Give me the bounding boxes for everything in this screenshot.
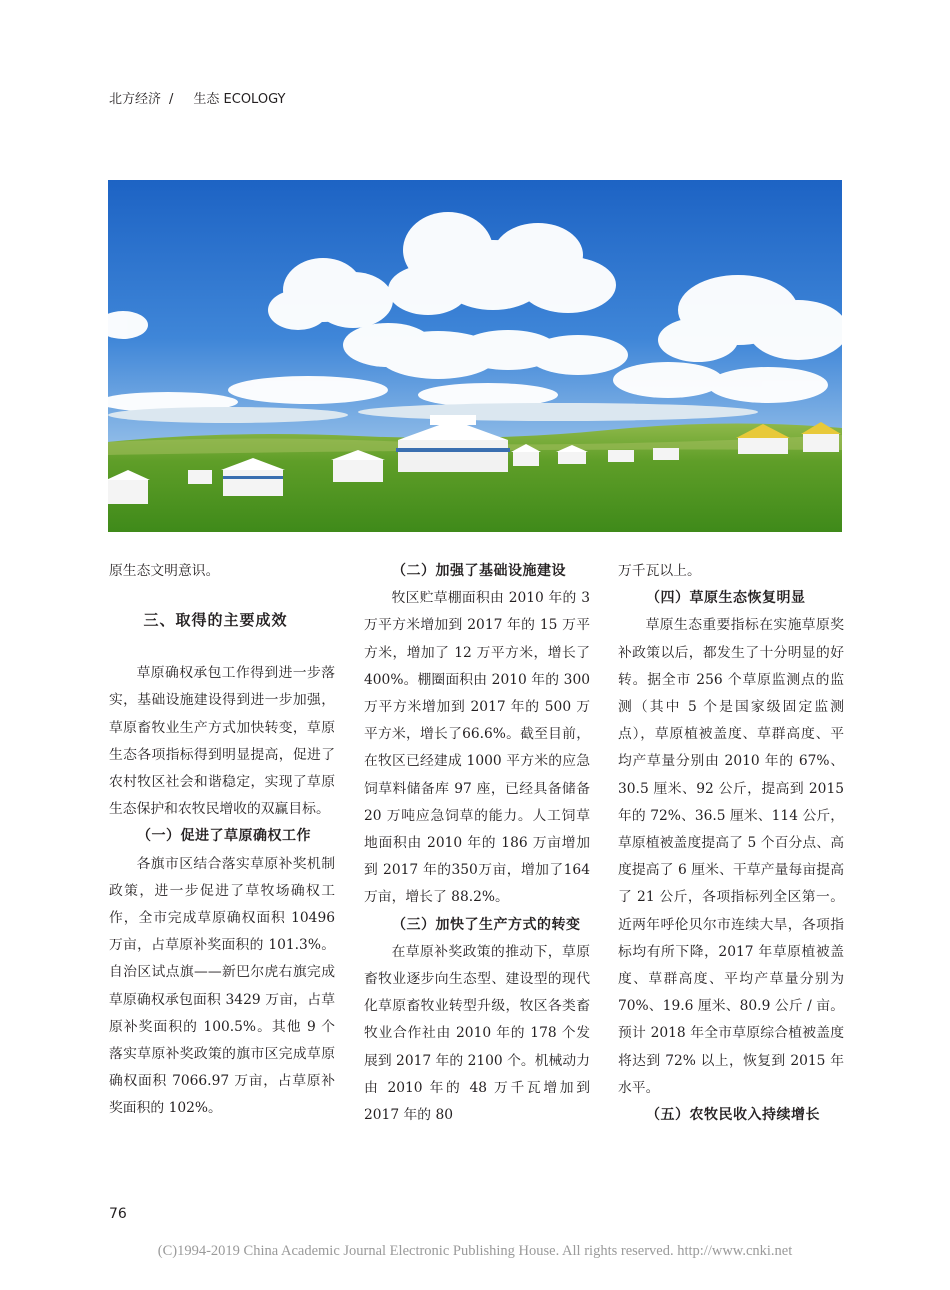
running-header	[109, 88, 285, 107]
paragraph-continued: 原生态文明意识。	[109, 563, 220, 579]
section-heading: 三、取得的主要成效	[143, 611, 288, 630]
subsection-heading: （二）加强了基础设施建设	[392, 563, 566, 579]
text-column-3	[618, 558, 844, 1129]
text-column-1	[109, 558, 335, 1123]
grassland-photo	[108, 180, 842, 532]
paragraph: 草原确权承包工作得到进一步落实，基础设施建设得到进一步加强，草原畜牧业生产方式加快转变，草原生态各项指标得到明显提高，促进了农村牧区社会和谐稳定，实现了草原生态保护和农牧民增收的双赢目标。	[109, 665, 335, 818]
paragraph: 牧区贮草棚面积由 2010 年的 3 万平方米增加到 2017 年的 15 万平方米，增加了 12 万平方米，增长了400%。棚圈面积由 2010 年的 300 万平方米增加到 2017 年的 500 万平方米，增长了66.6%。截至目前，在牧区已经建成 1000 平方米的应急饲草料储备库 97 座，已经具备储备 20 万吨应急饲草的能力。人工饲草地面积由 2010 年的 186 万亩增加到 2017 年的350万亩，增加了164万亩，增长了 88.2%。	[364, 590, 590, 906]
text-column-2	[364, 558, 590, 1129]
subsection-heading: （四）草原生态恢复明显	[646, 590, 806, 607]
subsection-heading: （一）促进了草原确权工作	[137, 828, 311, 845]
section-name: 生态 ECOLOGY	[193, 92, 286, 107]
paragraph: 在草原补奖政策的推动下，草原畜牧业逐步向生态型、建设型的现代化草原畜牧业转型升级，牧区各类畜牧业合作社由 2010 年的 178 个发展到 2017 年的 2100 个。机械动力由 2010 年的 48 万千瓦增加到 2017 年的 80	[364, 943, 590, 1124]
journal-name: 北方经济	[109, 92, 162, 107]
header-separator: /	[169, 92, 174, 107]
paragraph: 各旗市区结合落实草原补奖机制政策，进一步促进了草牧场确权工作，全市完成草原确权面积 10496 万亩，占草原补奖面积的 101.3%。自治区试点旗——新巴尔虎右旗完成草原确权承包面积 3429 万亩，占草原补奖面积的 100.5%。其他 9 个落实草原补奖政策的旗市区完成草原确权面积 7066.97 万亩，占草原补奖面积的 102%。	[109, 855, 335, 1117]
paragraph-continued: 万千瓦以上。	[618, 563, 701, 579]
subsection-heading: （三）加快了生产方式的转变	[392, 916, 581, 933]
paragraph: 草原生态重要指标在实施草原奖补政策以后，都发生了十分明显的好转。据全市 256 个草原监测点的监测（其中 5 个是国家级固定监测点），草原植被盖度、草群高度、平均产草量分别由 2010 年的 67%、30.5 厘米、92 公斤，提高到 2015 年的 72%、36.5 厘米、114 公斤，草原植被盖度提高了 5 个百分点、高度提高了 6 厘米、干草产量每亩提高了 21 公斤，各项指标列全区第一。近两年呼伦贝尔市连续大旱，各项指标均有所下降，2017 年草原植被盖度、草群高度、平均产草量分别为 70%、19.6 厘米、80.9 公斤 / 亩。预计 2018 年全市草原综合植被盖度将达到 72% 以上，恢复到 2015 年水平。	[618, 617, 844, 1096]
copyright-notice: (C)1994-2019 China Academic Journal Electronic Publishing House. All rights reserved. http://www.cnki.net	[157, 1243, 793, 1259]
page-number: 76	[109, 1206, 127, 1222]
subsection-heading: （五）农牧民收入持续增长	[646, 1107, 820, 1124]
